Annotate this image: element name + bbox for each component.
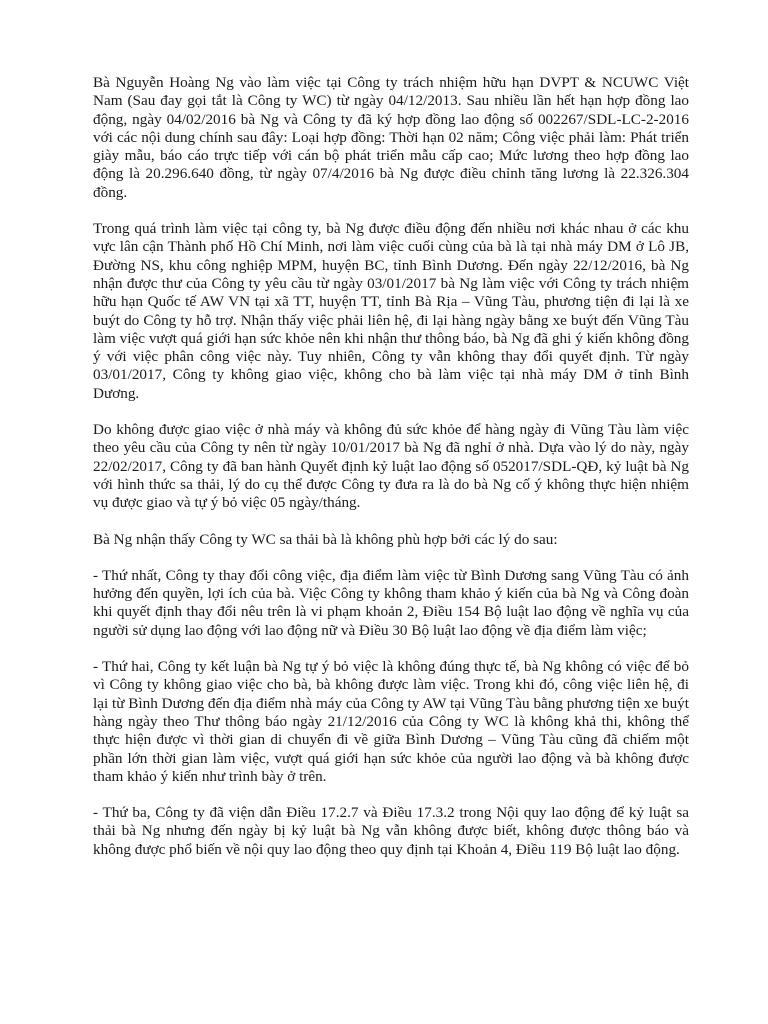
paragraph-1: Bà Nguyễn Hoàng Ng vào làm việc tại Công ty trách nhiệm hữu hạn DVPT & NCUWC Việt Nam (Sau đay gọi tắt là Công ty WC) từ ngày 04/12/2013. Sau nhiều lần hết hạn hợp đồng lao động, ngày 04/02/2016 bà Ng và Công ty đã ký hợp đồng lao động số 002267/SDL-LC-2-2016 với các nội dung chính sau đây: Loại hợp đồng: Thời hạn 02 năm; Công việc phải làm: Phát triển giày mẫu, báo cáo trực tiếp với cán bộ phát triển mẫu cấp cao; Mức lương theo hợp đồng lao động là 20.296.640 đồng, từ ngày 07/4/2016 bà Ng được điều chỉnh tăng lương là 22.326.304 đồng. [93,74,689,201]
paragraph-4: Bà Ng nhận thấy Công ty WC sa thải bà là không phù hợp bởi các lý do sau: [93,530,558,548]
paragraph-3: Do không được giao việc ở nhà máy và không đủ sức khỏe để hàng ngày đi Vũng Tàu làm việc theo yêu cầu của Công ty nên từ ngày 10/01/2017 bà Ng đã nghỉ ở nhà. Dựa vào lý do này, ngày 22/02/2017, Công ty đã ban hành Quyết định kỷ luật lao động số 052017/SDL-QĐ, kỷ luật bà Ng với hình thức sa thải, lý do cụ thể được Công ty đưa ra là do bà Ng cố ý không thực hiện nhiệm vụ được giao và tự ý bỏ việc 05 ngày/tháng. [93,421,689,512]
paragraph-6: - Thứ hai, Công ty kết luận bà Ng tự ý bỏ việc là không đúng thực tế, bà Ng không có việc để bỏ vì Công ty không giao việc cho bà, bà không được làm việc. Trong khi đó, công việc liên hệ, đi lại từ Bình Dương đến địa điểm nhà máy của Công ty AW tại Vũng Tàu bằng phương tiện xe buýt hàng ngày theo Thư thông báo ngày 21/12/2016 của Công ty WC là không khả thi, không thể thực hiện được vì thời gian di chuyển đi về giữa Bình Dương – Vũng Tàu cũng đã chiếm một phần lớn thời gian làm việc, vượt quá giới hạn sức khỏe của người lao động và bà không được tham khảo ý kiến như trình bày ở trên. [93,658,689,785]
paragraph-5: - Thứ nhất, Công ty thay đổi công việc, địa điểm làm việc từ Bình Dương sang Vũng Tàu có ảnh hưởng đến quyền, lợi ích của bà. Việc Công ty không tham khảo ý kiến của bà Ng và Công đoàn khi quyết định thay đổi nêu trên là vi phạm khoản 2, Điều 154 Bộ luật lao động về nghĩa vụ của người sử dụng lao động với lao động nữ và Điều 30 Bộ luật lao động về địa điểm làm việc; [93,566,689,639]
document-page [93,74,689,877]
paragraph-7: - Thứ ba, Công ty đã viện dẫn Điều 17.2.7 và Điều 17.3.2 trong Nội quy lao động để kỷ luật sa thải bà Ng nhưng đến ngày bị kỷ luật bà Ng vẫn không được biết, không được thông báo và không được phổ biến về nội quy lao động theo quy định tại Khoản 4, Điều 119 Bộ luật lao động. [93,804,689,858]
paragraph-2: Trong quá trình làm việc tại công ty, bà Ng được điều động đến nhiều nơi khác nhau ở các khu vực lân cận Thành phố Hồ Chí Minh, nơi làm việc cuối cùng của bà là tại nhà máy DM ở Lô JB, Đường NS, khu công nghiệp MPM, huyện BC, tỉnh Bình Dương. Đến ngày 22/12/2016, bà Ng nhận được thư của Công ty yêu cầu từ ngày 03/01/2017 bà Ng làm việc với Công ty trách nhiệm hữu hạn Quốc tế AW VN tại xã TT, huyện TT, tỉnh Bà Rịa – Vũng Tàu, phương tiện đi lại là xe buýt do Công ty hỗ trợ. Nhận thấy việc phải liên hệ, đi lại hàng ngày bằng xe buýt đến Vũng Tàu làm việc vượt quá giới hạn sức khỏe nên khi nhận thư thông báo, bà Ng đã ghi ý kiến không đồng ý với việc phân công việc này. Tuy nhiên, Công ty vẫn không thay đổi quyết định. Từ ngày 03/01/2017, Công ty không giao việc, không cho bà làm việc tại nhà máy DM ở tỉnh Bình Dương. [93,220,689,402]
